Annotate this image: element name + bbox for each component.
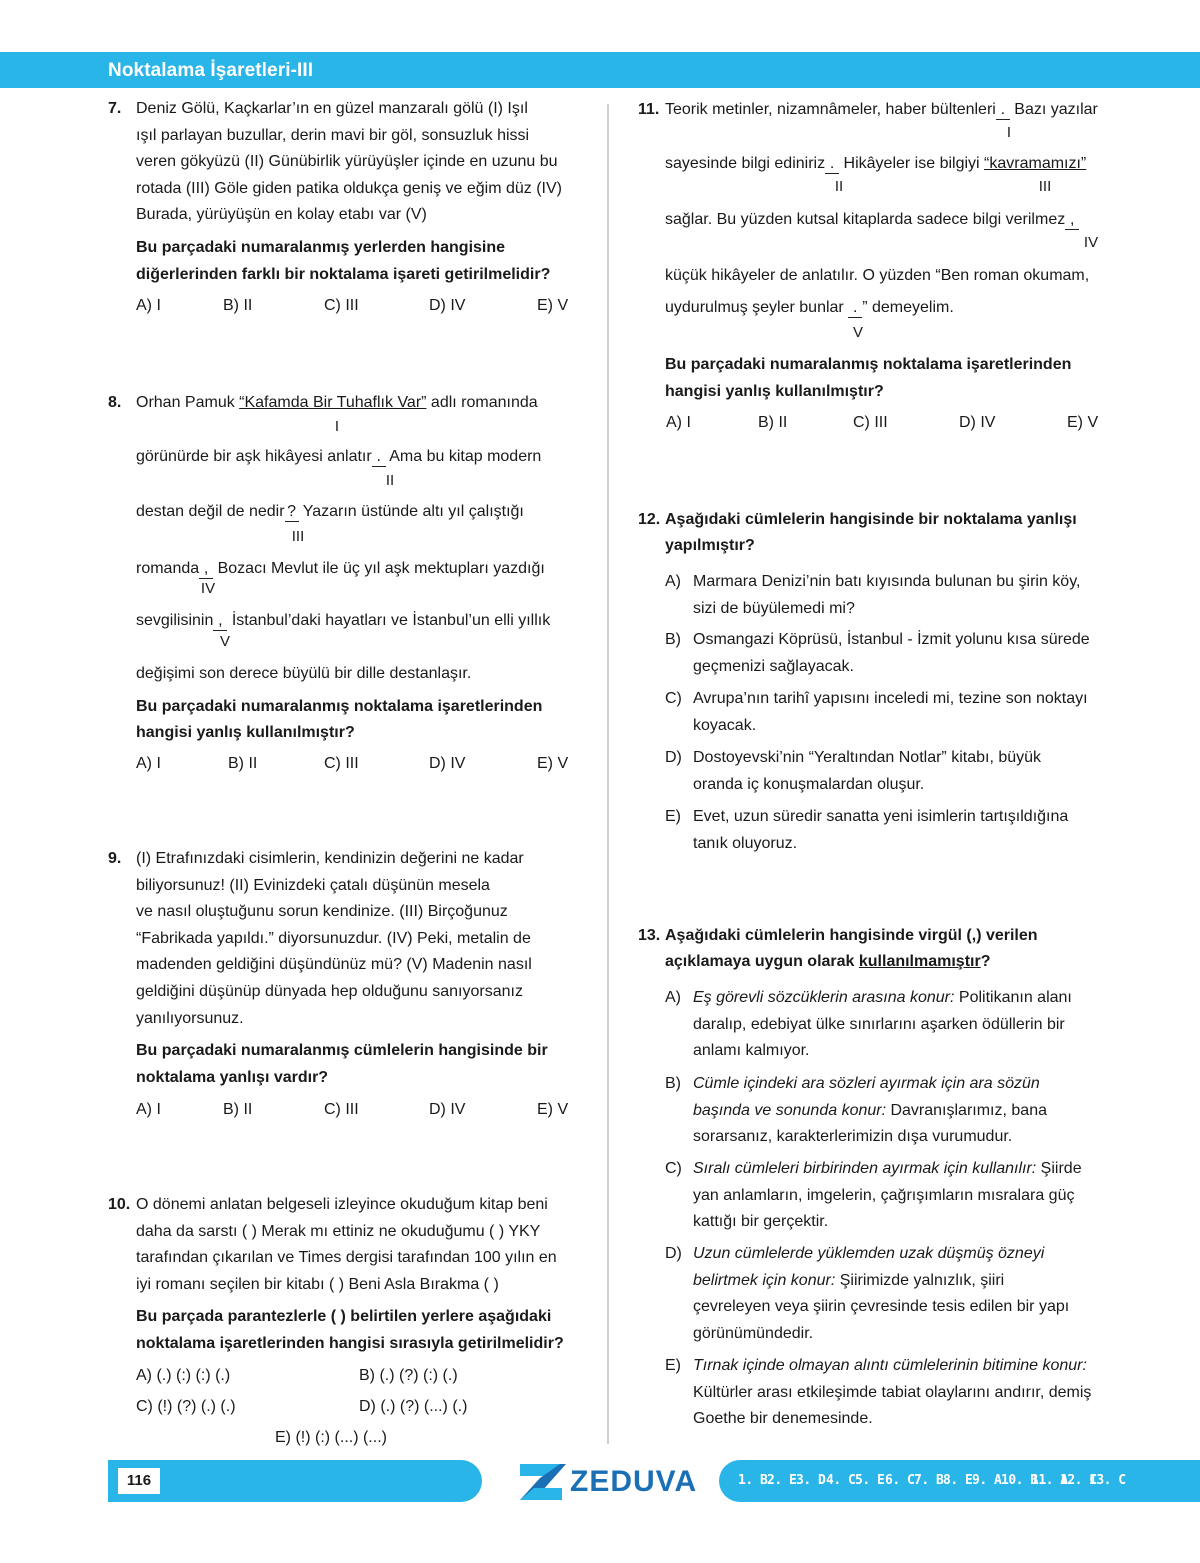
roman-marker: IV bbox=[200, 580, 216, 597]
text-line: biliyorsunuz! (II) Evinizdeki çatalı düşünün mesela bbox=[136, 876, 490, 894]
text-line: tarafından çıkarılan ve Times dergisi tarafından 100 yılın en bbox=[136, 1249, 557, 1267]
question-number: 13. bbox=[638, 927, 661, 944]
answer-key-item: 10. B bbox=[1001, 1473, 1038, 1488]
option-a[interactable]: A) I bbox=[136, 297, 161, 314]
option-text: Avrupa’nın tarihî yapısını inceledi mi, tezine son noktayı bbox=[693, 690, 1088, 707]
example-text: sorarsanız, karakterlerimizin dışa vurumudur. bbox=[693, 1128, 1013, 1146]
question-text bbox=[136, 846, 586, 1091]
question-prompt: açıklamaya uygun olarak kullanılmamıştır? bbox=[665, 953, 991, 970]
answer-key-item: 1. B bbox=[738, 1473, 768, 1488]
answer-key-item: 5. E bbox=[855, 1473, 885, 1488]
option-label: B) bbox=[665, 1075, 681, 1092]
underlined-title: “Kafamda Bir Tuhaflık Var” bbox=[239, 394, 427, 411]
option-e[interactable]: E) V bbox=[537, 755, 569, 772]
text-line: iyi romanı seçilen bir kitabı ( ) Beni Asla Bırakma ( ) bbox=[136, 1275, 499, 1293]
example-text: görünümündedir. bbox=[693, 1324, 814, 1342]
rule-text: belirtmek için konur: bbox=[693, 1271, 836, 1289]
text-line: daha da sarstı ( ) Merak mı ettiniz ne okuduğumu ( ) YKY bbox=[136, 1222, 541, 1240]
answer-key-item: 2. E bbox=[767, 1473, 797, 1488]
option-text: koyacak. bbox=[693, 716, 757, 734]
answer-key-item: 9. A bbox=[972, 1473, 1002, 1488]
option-d[interactable]: D) IV bbox=[429, 755, 466, 772]
option-a[interactable]: A) (.) (:) (:) (.) bbox=[136, 1367, 231, 1384]
text-line: Orhan Pamuk “Kafamda Bir Tuhaflık Var” adlı romanında bbox=[136, 394, 538, 411]
text-line: ve nasıl oluştuğunu sorun kendinize. (III) Birçoğunuz bbox=[136, 903, 508, 921]
question-prompt: Bu parçadaki numaralanmış cümlelerin hangisinde bir bbox=[136, 1042, 548, 1060]
option-text: geçmenizi sağlayacak. bbox=[693, 657, 854, 675]
answer-key-item: 4. C bbox=[826, 1473, 856, 1488]
text-line: sağlar. Bu yüzden kutsal kitaplarda sadece bilgi verilmez , bbox=[665, 211, 1079, 230]
option-text: Marmara Denizi’nin batı kıyısında bulunan bu şirin köy, bbox=[693, 573, 1081, 590]
option-text: oranda iç konuşmalardan oluşur. bbox=[693, 775, 925, 793]
example-text: daralıp, edebiyat ülke sınırlarını aşarken ödüllerin bir bbox=[693, 1015, 1065, 1033]
roman-marker: I bbox=[1006, 124, 1012, 141]
text-line: (I) Etrafınızdaki cisimlerin, kendinizin değerini ne kadar bbox=[136, 850, 524, 867]
punctuation-mark: , bbox=[1065, 211, 1079, 230]
option-b[interactable]: B) II bbox=[758, 414, 788, 431]
option-label: C) bbox=[665, 690, 682, 707]
option-a[interactable]: A) I bbox=[136, 1101, 161, 1118]
example-text: Kültürler arası etkileşimde tabiat olaylarını andırır, demiş bbox=[693, 1383, 1092, 1401]
option-c[interactable]: C) III bbox=[853, 414, 888, 431]
question-prompt: Bu parçadaki numaralanmış noktalama işaretlerinden bbox=[665, 356, 1072, 373]
option-label: E) bbox=[665, 808, 681, 825]
text-line: sayesinde bilgi ediniriz . Hikâyeler ise bilgiyi “kavramamızı” bbox=[665, 155, 1087, 172]
option-c[interactable]: C) III bbox=[324, 1101, 359, 1118]
text-line: romanda , Bozacı Mevlut ile üç yıl aşk mektupları yazdığı bbox=[136, 560, 545, 577]
option-a[interactable]: A) I bbox=[666, 414, 691, 431]
text-line: ışıl parlayan buzullar, derin mavi bir göl, sonsuzluk hissi bbox=[136, 126, 530, 144]
option-d[interactable]: D) IV bbox=[959, 414, 996, 431]
option-label: D) bbox=[665, 1245, 682, 1262]
question-prompt: Aşağıdaki cümlelerin hangisinde virgül (,) verilen bbox=[665, 927, 1038, 944]
option-label: A) bbox=[665, 573, 681, 590]
question-number: 10. bbox=[108, 1196, 131, 1213]
option-e[interactable]: E) V bbox=[537, 1101, 569, 1118]
text-line: “Fabrikada yapıldı.” diyorsunuzdur. (IV) Peki, metalin de bbox=[136, 929, 531, 947]
answer-key-item: 7. B bbox=[914, 1473, 944, 1488]
question-prompt: Bu parçadaki numaralanmış yerlerden hangisine bbox=[136, 238, 506, 256]
answer-key-item: 6. C bbox=[885, 1473, 915, 1488]
option-label: E) bbox=[665, 1357, 681, 1374]
option-d[interactable]: D) (.) (?) (...) (.) bbox=[359, 1398, 468, 1415]
rule-text: Cümle içindeki ara sözleri ayırmak için ara sözün bbox=[693, 1075, 1040, 1092]
roman-marker: III bbox=[1038, 178, 1052, 195]
roman-marker: II bbox=[834, 178, 844, 195]
question-prompt: Bu parçadaki numaralanmış noktalama işaretlerinden bbox=[136, 698, 543, 715]
question-prompt: diğerlerinden farklı bir noktalama işareti getirilmelidir? bbox=[136, 265, 551, 283]
footer-bar-left bbox=[108, 1460, 482, 1502]
text-line: küçük hikâyeler de anlatılır. O yüzden “Ben roman okumam, bbox=[665, 267, 1090, 284]
rule-text: Uzun cümlelerde yüklemden uzak düşmüş özneyi bbox=[693, 1245, 1045, 1262]
question-number: 11. bbox=[638, 101, 660, 118]
question-number: 12. bbox=[638, 511, 661, 528]
option-e[interactable]: E) V bbox=[537, 297, 569, 314]
option-text: Osmangazi Köprüsü, İstanbul - İzmit yolunu kısa sürede bbox=[693, 631, 1090, 648]
example-text: anlamı kalmıyor. bbox=[693, 1042, 810, 1060]
question-prompt: Aşağıdaki cümlelerin hangisinde bir noktalama yanlışı bbox=[665, 511, 1077, 528]
example-text: kattığı bir gerçektir. bbox=[693, 1213, 829, 1231]
column-divider bbox=[607, 104, 609, 1444]
page-title: Noktalama İşaretleri-III bbox=[108, 60, 314, 81]
roman-marker: III bbox=[291, 528, 305, 545]
roman-marker: V bbox=[852, 324, 863, 341]
zeduva-logo-icon bbox=[516, 1462, 566, 1502]
option-label: D) bbox=[665, 749, 682, 766]
option-b[interactable]: B) II bbox=[223, 1101, 253, 1118]
option-c[interactable]: C) III bbox=[324, 755, 359, 772]
example-text: Şiirimizde yalnızlık, şiiri bbox=[835, 1271, 1005, 1289]
text-line: Teorik metinler, nizamnâmeler, haber bültenleri . Bazı yazılar bbox=[665, 101, 1098, 118]
roman-marker: I bbox=[334, 418, 340, 435]
rule-text: Eş görevli sözcüklerin arasına konur: bbox=[693, 989, 955, 1006]
option-text: Evet, uzun süredir sanatta yeni isimlerin tartışıldığına bbox=[693, 808, 1069, 825]
example-text: Goethe bir denemesinde. bbox=[693, 1410, 873, 1428]
question-prompt: noktalama yanlışı vardır? bbox=[136, 1068, 329, 1086]
punctuation-mark: , bbox=[213, 612, 227, 631]
example-text: Şiirde bbox=[1036, 1160, 1082, 1177]
option-b[interactable]: B) II bbox=[223, 297, 253, 314]
brand-name: ZEDUVA bbox=[570, 1465, 698, 1498]
question-prompt: hangisi yanlış kullanılmıştır? bbox=[665, 383, 884, 400]
option-e[interactable]: E) V bbox=[1067, 414, 1099, 431]
question-number: 9. bbox=[108, 850, 122, 867]
option-label: C) bbox=[665, 1160, 682, 1177]
example-text: Davranışlarımız, bana bbox=[886, 1101, 1047, 1119]
answer-key-item: 8. E bbox=[943, 1473, 973, 1488]
punctuation-mark: . bbox=[372, 448, 386, 467]
option-c[interactable]: C) III bbox=[324, 297, 359, 314]
title-bar bbox=[0, 52, 1200, 88]
text-line: görünürde bir aşk hikâyesi anlatır . Ama bu kitap modern bbox=[136, 448, 542, 465]
question-number: 7. bbox=[108, 100, 122, 117]
question-number: 8. bbox=[108, 394, 122, 411]
underlined-word: “kavramamızı” bbox=[984, 155, 1087, 172]
text-line: uydurulmuş şeyler bunlar . ” demeyelim. bbox=[665, 299, 954, 316]
punctuation-mark: . bbox=[996, 101, 1010, 120]
text-line: geldiğini düşünüp dünyada hep olduğunu sanıyorsanız bbox=[136, 982, 523, 1000]
roman-marker: V bbox=[219, 633, 230, 650]
option-text: tanık oluyoruz. bbox=[693, 834, 798, 852]
text-line: yanılıyorsunuz. bbox=[136, 1009, 244, 1027]
text-line: rotada (III) Göle giden patika oldukça geniş ve eğim düz (IV) bbox=[136, 179, 562, 197]
text-line: değişimi son derece büyülü bir dille destanlaşır. bbox=[136, 665, 472, 682]
rule-text: Sıralı cümleleri birbirinden ayırmak için kullanılır: bbox=[693, 1160, 1037, 1177]
example-text: Politikanın alanı bbox=[954, 989, 1072, 1006]
question-prompt: yapılmıştır? bbox=[665, 537, 755, 554]
answer-key-item: 12. C bbox=[1060, 1473, 1097, 1488]
option-b[interactable]: B) (.) (?) (:) (.) bbox=[359, 1367, 458, 1384]
question-text bbox=[136, 96, 586, 288]
text-line: sevgilisinin , İstanbul’daki hayatları ve İstanbul’un elli yıllık bbox=[136, 612, 551, 629]
option-b[interactable]: B) II bbox=[228, 755, 258, 772]
answer-key-item: 3. D bbox=[796, 1473, 826, 1488]
example-text: yan anlamların, imgelerin, çağrışımların mısralara güç bbox=[693, 1186, 1075, 1204]
rule-text: Tırnak içinde olmayan alıntı cümlelerinin bitimine konur: bbox=[693, 1357, 1087, 1374]
underlined-word: kullanılmamıştır bbox=[858, 953, 981, 970]
option-c[interactable]: C) (!) (?) (.) (.) bbox=[136, 1398, 236, 1415]
answer-key-item: 13. C bbox=[1089, 1473, 1126, 1488]
text-line: Deniz Gölü, Kaçkarlar’ın en güzel manzaralı gölü (I) Işıl bbox=[136, 100, 528, 117]
punctuation-mark: ? bbox=[285, 503, 299, 522]
question-text bbox=[136, 1192, 598, 1358]
text-line: veren gökyüzü (II) Günübirlik yürüyüşler içinde en uzunu bu bbox=[136, 153, 558, 171]
option-a[interactable]: A) I bbox=[136, 755, 161, 772]
question-prompt: noktalama işaretlerinden hangisi sırasıyla getirilmelidir? bbox=[136, 1334, 564, 1352]
punctuation-mark: . bbox=[848, 299, 862, 318]
text-line: madenden geldiğini düşündünüz mü? (V) Madenin nasıl bbox=[136, 956, 532, 974]
option-d[interactable]: D) IV bbox=[429, 297, 466, 314]
option-d[interactable]: D) IV bbox=[429, 1101, 466, 1118]
option-text: Dostoyevski’nin “Yeraltından Notlar” kitabı, büyük bbox=[693, 749, 1042, 766]
option-label: A) bbox=[665, 989, 681, 1006]
rule-text: başında ve sonunda konur: bbox=[693, 1101, 887, 1119]
punctuation-mark: . bbox=[825, 155, 839, 174]
roman-marker: IV bbox=[1083, 234, 1099, 251]
example-text: çevreleyen veya şiirin çevresinde tesis edilen bir yapı bbox=[693, 1298, 1070, 1316]
page-number: 116 bbox=[118, 1468, 160, 1494]
option-label: B) bbox=[665, 631, 681, 648]
question-prompt: hangisi yanlış kullanılmıştır? bbox=[136, 724, 355, 741]
text-line: Burada, yürüyüşün en kolay etabı var (V) bbox=[136, 206, 427, 224]
option-text: sizi de büyülemedi mi? bbox=[693, 599, 855, 617]
text-line: O dönemi anlatan belgeseli izleyince okuduğum kitap beni bbox=[136, 1196, 548, 1213]
answer-key-item: 11. A bbox=[1031, 1473, 1068, 1488]
text-line: destan değil de nedir ? Yazarın üstünde altı yıl çalıştığı bbox=[136, 503, 524, 520]
question-prompt: Bu parçada parantezlerle ( ) belirtilen yerlere aşağıdaki bbox=[136, 1308, 552, 1326]
punctuation-mark: , bbox=[199, 560, 213, 579]
roman-marker: II bbox=[385, 472, 395, 489]
option-e[interactable]: E) (!) (:) (...) (...) bbox=[275, 1429, 387, 1446]
